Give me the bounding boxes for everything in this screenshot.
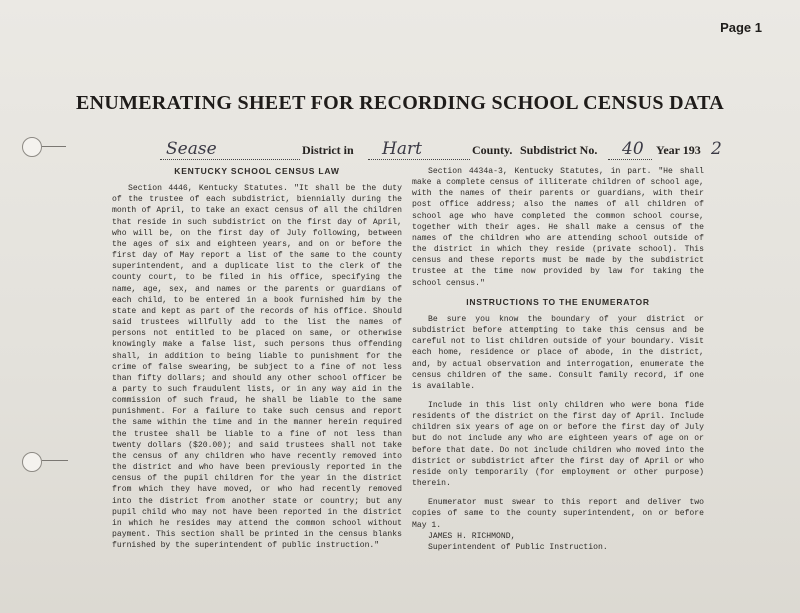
subdistrict-fill-line xyxy=(608,159,652,160)
section-4434-text: Section 4434a-3, Kentucky Statutes, in part. "He shall make a complete census of illiterate children of school age, with the names of their parents or guardians, with their post office address; also the names of all children of school age who have completed the common school course, together with their ages. He shall make a census of the names of the children who are attending school outside of the district in which they reside (private school). This census and these reports must be made by the subdistrict trustee at the time now provided by law for taking the school census." xyxy=(412,167,704,288)
subdistrict-handwritten: 40 xyxy=(622,139,644,159)
census-law-text: Section 4446, Kentucky Statutes. "It shall be the duty of the trustee of each subdistrict, biennially during the month of April, to take an exact census of all the children that reside in such subdistrict on the first day of April, who will be, on the first day of July following, between the ages of six and eighteen years, and on or before the first day of May report a list of the same to the county superintendent, and a duplicate list to the clerk of the county court, to be filed in his office, specifying the name, age, sex, and names or the parents or guardians of each child, to be entered in a book furnished him by the state and kept as part of the records of his office. Should said trustees willfully add to the list the names of persons not entitled to be placed on same, or otherwise knowingly make a false list, such persons thus offending shall, in addition to being liable to punishment for the crime of false swearing, be subject to a fine of not less than fifty dollars; and should any other school officer be a party to such fraudulent lists, or in any way aid in the commission of such fraud, he shall be liable to the same punishment. For a failure to take such census and report the same within the time and in the manner herein required the trustee shall be liable to a fine of not less than twenty dollars ($20.00); and said trustees shall not take the census of any children who have recently removed into the district and who have been previously reported in the census of the pupil children for the year in the district from which they have moved, or who had recently removed into the district from another state or country; but any pupil child who may not have been reported in the district in which he resides may attend the common school without payment. This section shall be printed in the census blanks furnished by the superintendent of public instruction." xyxy=(112,184,402,551)
county-fill-line xyxy=(368,159,470,160)
instructions-column xyxy=(412,166,704,553)
census-law-column xyxy=(112,166,402,551)
year-label: Year 193 xyxy=(656,143,701,157)
binder-hole-bottom xyxy=(22,452,42,472)
page-number: Page 1 xyxy=(720,20,762,35)
document-title: ENUMERATING SHEET FOR RECORDING SCHOOL CENSUS DATA xyxy=(75,92,725,114)
signature-name: JAMES H. RICHMOND, xyxy=(428,531,516,541)
binder-ring-top xyxy=(42,146,66,147)
district-label: District in xyxy=(302,143,354,157)
district-handwritten: Sease xyxy=(166,139,217,159)
instruction-residents: Include in this list only children who were bona fide residents of the district on the first day of April. Include children six years of age on or before the first day of July but do not include any who are eighteen years of age on or before that date. Do not include children who moved into the district or subdistrict after the first day of April or who reside only temporarily (for employment or other purpose) therein. xyxy=(412,400,704,489)
instructions-heading: INSTRUCTIONS TO THE ENUMERATOR xyxy=(466,296,650,307)
faded-bleed-through xyxy=(230,12,390,42)
binder-ring-bottom xyxy=(42,460,68,461)
instruction-boundary: Be sure you know the boundary of your district or subdistrict before attempting to take this census and be careful not to list children outside of your boundary. Visit each home, residence or place of abode, in the district, and, by actual observation and interrogation, enumerate the census children of the same. Consult family record, if one is available. xyxy=(412,314,704,391)
signature-title: Superintendent of Public Instruction. xyxy=(428,542,608,552)
county-handwritten: Hart xyxy=(382,139,422,159)
county-label: County. xyxy=(472,143,513,157)
district-line xyxy=(160,138,722,160)
district-fill-line xyxy=(160,159,300,160)
subdistrict-label: Subdistrict No. xyxy=(520,143,598,157)
census-law-heading: KENTUCKY SCHOOL CENSUS LAW xyxy=(174,166,340,176)
binder-hole-top xyxy=(22,137,42,157)
year-handwritten: 2 xyxy=(711,139,722,159)
instruction-swear: Enumerator must swear to this report and deliver two copies of same to the county superintendent, on or before May 1. xyxy=(412,498,704,530)
